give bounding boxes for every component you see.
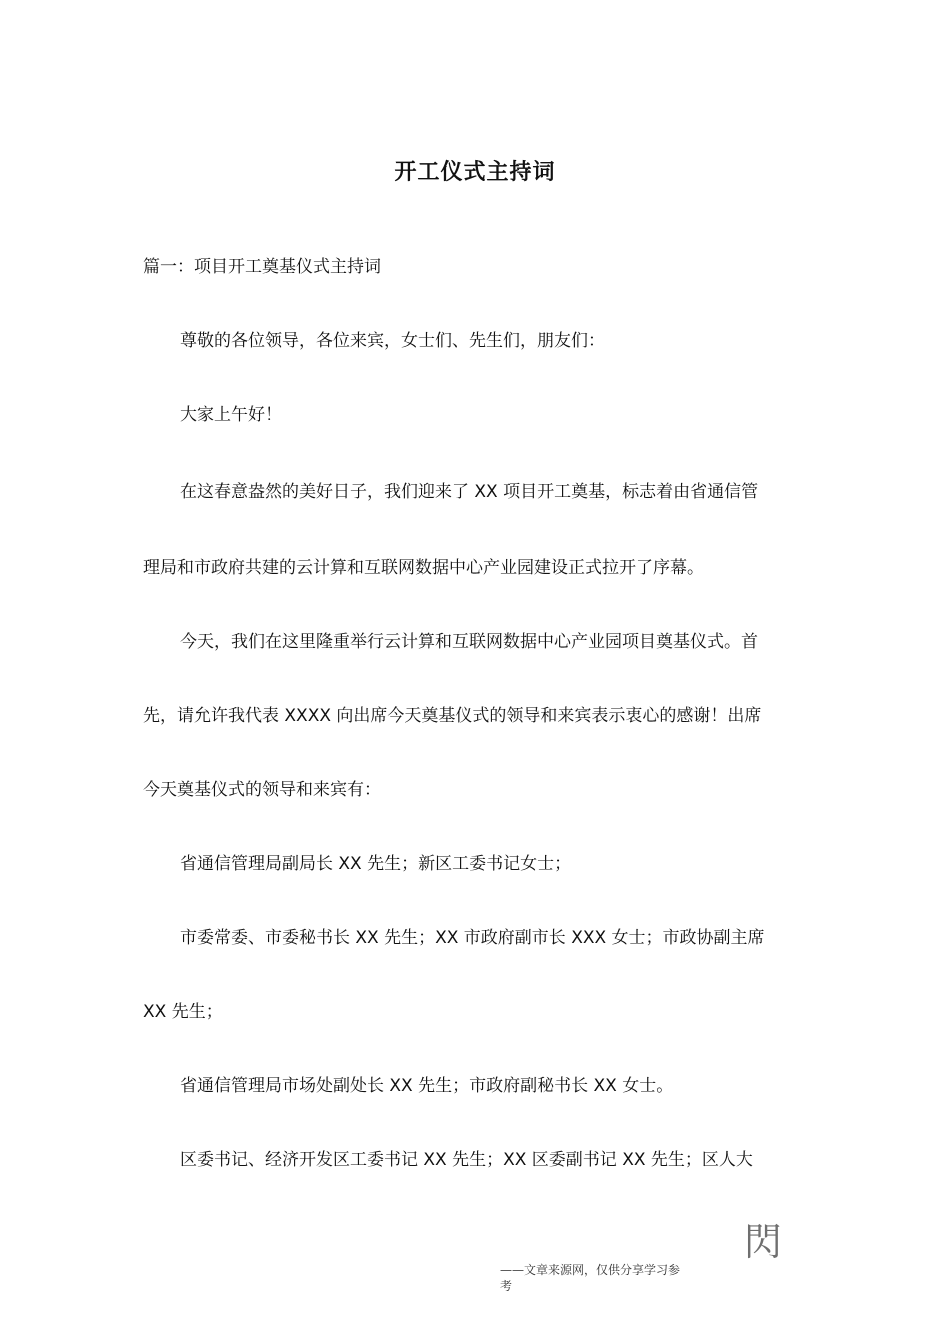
corner-glyph: 閃 xyxy=(744,1220,783,1264)
body-line-1: 篇一：项目开工奠基仪式主持词 xyxy=(143,257,381,277)
body-line-3: 大家上午好！ xyxy=(180,405,282,425)
footer-note-line-1: ——文章来源网，仅供分享学习参 xyxy=(500,1263,681,1277)
body-line-11: XX 先生； xyxy=(143,1002,223,1022)
body-line-5: 理局和市政府共建的云计算和互联网数据中心产业园建设正式拉开了序幕。 xyxy=(143,558,704,578)
body-line-9: 省通信管理局副局长 XX 先生；新区工委书记女士； xyxy=(180,854,572,874)
document-title: 开工仪式主持词 xyxy=(394,160,556,185)
body-line-10: 市委常委、市委秘书长 XX 先生；XX 市政府副市长 XXX 女士；市政协副主席 xyxy=(180,928,765,948)
body-line-13: 区委书记、经济开发区工委书记 XX 先生；XX 区委副书记 XX 先生；区人大 xyxy=(180,1150,753,1170)
body-line-2: 尊敬的各位领导，各位来宾，女士们、先生们，朋友们： xyxy=(180,331,605,351)
body-line-4: 在这春意盎然的美好日子，我们迎来了 XX 项目开工奠基，标志着由省通信管 xyxy=(180,482,759,502)
body-line-12: 省通信管理局市场处副处长 XX 先生；市政府副秘书长 XX 女士。 xyxy=(180,1076,674,1096)
body-line-7: 先，请允许我代表 XXXX 向出席今天奠基仪式的领导和来宾表示衷心的感谢！出席 xyxy=(143,706,762,726)
footer-note-line-2: 考 xyxy=(500,1279,513,1293)
footer-note xyxy=(500,1262,720,1294)
body-line-8: 今天奠基仪式的领导和来宾有： xyxy=(143,780,381,800)
body-line-6: 今天，我们在这里隆重举行云计算和互联网数据中心产业园项目奠基仪式。首 xyxy=(180,632,758,652)
